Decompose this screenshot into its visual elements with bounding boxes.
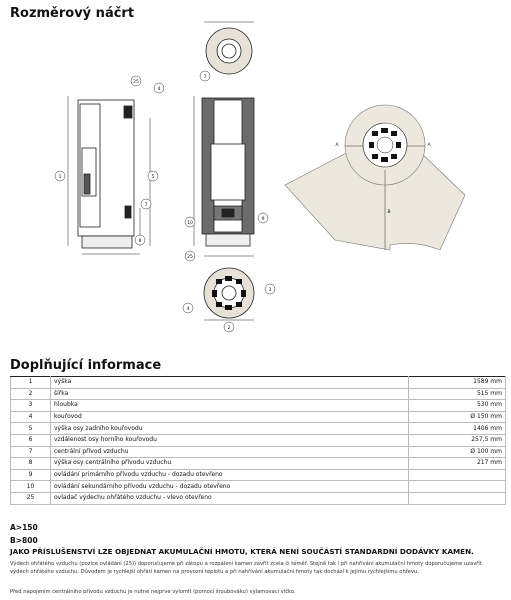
callout-25-bottom: 25	[187, 255, 193, 260]
row-number: 3	[11, 400, 51, 412]
row-value: Ø 150 mm	[409, 411, 506, 423]
row-value: 1589 mm	[409, 377, 506, 389]
callout-2: 2	[227, 326, 231, 331]
table-row	[11, 469, 506, 481]
row-value: 515 mm	[409, 388, 506, 400]
row-label: výška	[51, 377, 409, 389]
row-value: Ø 100 mm	[409, 446, 506, 458]
table-row	[11, 388, 506, 400]
table-row	[11, 492, 506, 504]
row-number: 4	[11, 411, 51, 423]
top-view	[204, 22, 254, 74]
table-row	[11, 423, 506, 435]
row-number: 1	[11, 377, 51, 389]
installation-note: Před napojením centrálního přívodu vzduchu je nutné nejprve vylomit (pomocí šroubováku) vylamovací víčko.	[10, 589, 296, 595]
row-number: 7	[11, 446, 51, 458]
callout-b: B	[387, 210, 391, 215]
row-label: šířka	[51, 388, 409, 400]
row-value: 530 mm	[409, 400, 506, 412]
row-label: ovladač výdechu ohřátého vzduchu - vlevo otevřeno	[51, 492, 409, 504]
row-label: vzdálenost osy horního kouřovodu	[51, 434, 409, 446]
dim-a: A>150	[10, 523, 38, 532]
row-label: ovládání sekundárního přívodu vzduchu - dozadu otevřeno	[51, 481, 409, 493]
row-value: 1406 mm	[409, 423, 506, 435]
dim-b: B>800	[10, 536, 38, 545]
section-title: Doplňující informace	[10, 358, 162, 373]
callout-a-left: A	[335, 143, 339, 148]
side-view	[68, 96, 150, 254]
row-number: 2	[11, 388, 51, 400]
row-label: kouřovod	[51, 411, 409, 423]
table-row	[11, 458, 506, 470]
row-value	[409, 469, 506, 481]
row-value: 257,5 mm	[409, 434, 506, 446]
bottom-view	[204, 256, 254, 320]
callout-4-bottom: 4	[186, 307, 190, 312]
row-label: výška osy zadního kouřovodu	[51, 423, 409, 435]
clearance-dims	[10, 521, 38, 547]
callout-3: 3	[268, 288, 272, 293]
table-row	[11, 377, 506, 389]
usage-paragraph: Výdech ohřátého vzduchu (pozice ovládání (25)) doporučujeme při zátopu a rozpálení kamen zavřít zcela či téměř. Stejně tak i při nahřívání akumulační hmoty doporučujeme uzavřít výdech ohřátého vzduchu. Důvodem je rychlejší ohřátí kamen na provozní teplotu a při nahřívání akumulační hmoty tak dochází k jejímu rychlejšímu ohřevu.	[10, 561, 482, 575]
callout-8: 8	[138, 239, 142, 244]
row-value	[409, 481, 506, 493]
row-number: 10	[11, 481, 51, 493]
callout-10: 10	[187, 221, 193, 226]
row-label: ovládání primárního přívodu vzduchu - dozadu otevřeno	[51, 469, 409, 481]
table-row	[11, 400, 506, 412]
callout-a-right: A	[427, 143, 431, 148]
row-number: 5	[11, 423, 51, 435]
callout-25: 25	[133, 80, 139, 85]
row-label: hloubka	[51, 400, 409, 412]
table-row	[11, 481, 506, 493]
front-view	[194, 96, 254, 246]
callout-7-top: 7	[203, 75, 207, 80]
row-label: výška osy centrálního přívodu vzduchu	[51, 458, 409, 470]
accessory-warning: JAKO PŘÍSLUŠENSTVÍ LZE OBJEDNAT AKUMULAČNÍ HMOTU, KTERÁ NENÍ SOUČÁSTÍ STANDARDNÍ DODÁVKY KAMEN.	[10, 547, 474, 556]
row-number: 8	[11, 458, 51, 470]
row-number: 9	[11, 469, 51, 481]
callout-7: 7	[144, 203, 148, 208]
callout-1: 1	[58, 175, 62, 180]
row-value: 217 mm	[409, 458, 506, 470]
clearance-view	[285, 105, 465, 250]
callout-9: 9	[261, 217, 265, 222]
table-row	[11, 411, 506, 423]
row-number: 25	[11, 492, 51, 504]
table-row	[11, 434, 506, 446]
specs-table	[10, 376, 506, 505]
callout-4: 4	[157, 87, 161, 92]
row-number: 6	[11, 434, 51, 446]
row-label: centrální přívod vzduchu	[51, 446, 409, 458]
page-title: Rozměrový náčrt	[10, 6, 135, 21]
table-row	[11, 446, 506, 458]
dimension-drawing	[0, 20, 511, 350]
callout-5: 5	[151, 175, 155, 180]
row-value	[409, 492, 506, 504]
